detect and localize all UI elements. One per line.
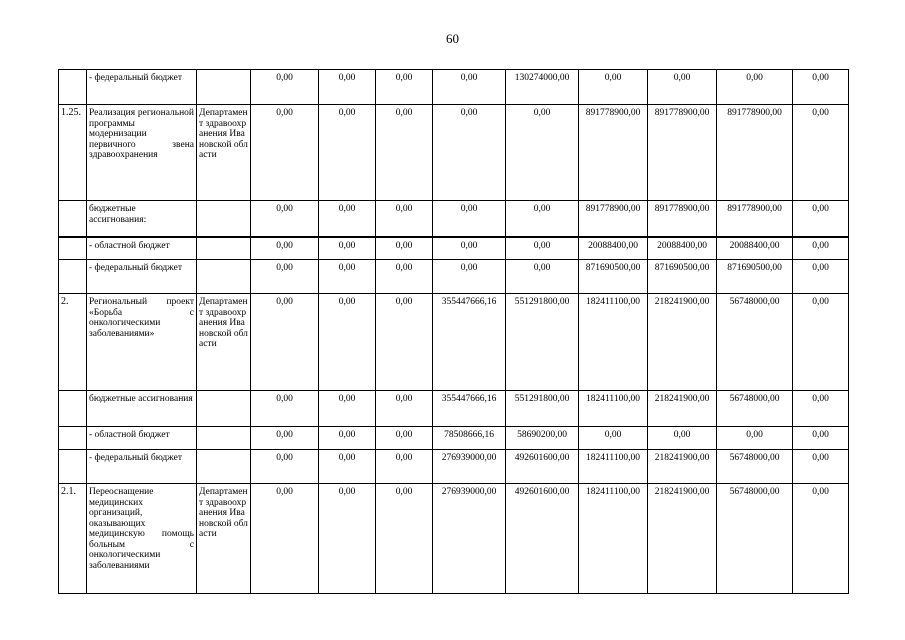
row-responsible xyxy=(197,201,251,237)
row-value: 0,00 xyxy=(793,450,849,484)
row-value: 0,00 xyxy=(319,201,376,237)
row-name: Реализация региональной программы модернизации первичного звена здравоохранения xyxy=(87,105,197,201)
row-value: 871690500,00 xyxy=(579,260,648,294)
row-value: 891778900,00 xyxy=(579,105,648,201)
row-value: 891778900,00 xyxy=(717,201,793,237)
row-value: 0,00 xyxy=(319,105,376,201)
row-value: 0,00 xyxy=(251,260,319,294)
row-value: 0,00 xyxy=(376,294,433,391)
row-value: 218241900,00 xyxy=(648,450,717,484)
row-responsible xyxy=(197,450,251,484)
row-value: 58690200,00 xyxy=(506,427,579,450)
row-responsible xyxy=(197,391,251,427)
row-value: 0,00 xyxy=(793,70,849,105)
row-index xyxy=(59,260,87,294)
row-value: 0,00 xyxy=(433,201,506,237)
row-value: 0,00 xyxy=(433,70,506,105)
row-value: 0,00 xyxy=(648,427,717,450)
table-row xyxy=(59,70,849,105)
row-name: - федеральный бюджет xyxy=(87,70,197,105)
row-value: 0,00 xyxy=(793,260,849,294)
row-value: 218241900,00 xyxy=(648,484,717,594)
row-value: 0,00 xyxy=(319,237,376,260)
row-index xyxy=(59,237,87,260)
row-value: 0,00 xyxy=(319,450,376,484)
row-value: 20088400,00 xyxy=(717,237,793,260)
row-responsible xyxy=(197,260,251,294)
row-value: 0,00 xyxy=(319,294,376,391)
row-value: 0,00 xyxy=(251,484,319,594)
row-value: 0,00 xyxy=(793,484,849,594)
row-index xyxy=(59,201,87,237)
row-value: 0,00 xyxy=(319,427,376,450)
row-value: 182411100,00 xyxy=(579,484,648,594)
row-value: 891778900,00 xyxy=(648,201,717,237)
row-value: 276939000,00 xyxy=(433,484,506,594)
row-value: 492601600,00 xyxy=(506,450,579,484)
table-row xyxy=(59,427,849,450)
row-value: 218241900,00 xyxy=(648,294,717,391)
table-row xyxy=(59,260,849,294)
row-value: 56748000,00 xyxy=(717,294,793,391)
row-value: 0,00 xyxy=(251,237,319,260)
table-row xyxy=(59,484,849,594)
row-value: 0,00 xyxy=(319,70,376,105)
row-responsible: Департамент здравоохранения Ивановской области xyxy=(197,484,251,594)
row-value: 551291800,00 xyxy=(506,294,579,391)
row-value: 0,00 xyxy=(793,427,849,450)
row-value: 0,00 xyxy=(376,70,433,105)
row-value: 0,00 xyxy=(433,260,506,294)
row-name: Переоснащение медицинских организаций, оказывающих медицинскую помощь больным с онкологическими заболеваниями xyxy=(87,484,197,594)
row-value: 0,00 xyxy=(251,70,319,105)
row-value: 355447666,16 xyxy=(433,294,506,391)
row-value: 0,00 xyxy=(793,237,849,260)
row-index xyxy=(59,391,87,427)
row-value: 891778900,00 xyxy=(579,201,648,237)
row-value: 0,00 xyxy=(376,450,433,484)
row-value: 0,00 xyxy=(251,201,319,237)
table-row xyxy=(59,450,849,484)
row-value: 891778900,00 xyxy=(648,105,717,201)
row-value: 0,00 xyxy=(251,294,319,391)
row-value: 0,00 xyxy=(793,105,849,201)
row-name: - федеральный бюджет xyxy=(87,260,197,294)
table-row xyxy=(59,391,849,427)
row-value: 0,00 xyxy=(251,427,319,450)
row-value: 182411100,00 xyxy=(579,391,648,427)
row-value: 0,00 xyxy=(319,391,376,427)
table-row xyxy=(59,294,849,391)
budget-table-body xyxy=(59,70,849,594)
row-value: 182411100,00 xyxy=(579,450,648,484)
row-value: 0,00 xyxy=(376,237,433,260)
row-responsible xyxy=(197,70,251,105)
row-value: 56748000,00 xyxy=(717,391,793,427)
row-index xyxy=(59,450,87,484)
row-value: 0,00 xyxy=(319,260,376,294)
row-responsible: Департамент здравоохранения Ивановской области xyxy=(197,105,251,201)
row-name: - областной бюджет xyxy=(87,427,197,450)
row-value: 0,00 xyxy=(376,427,433,450)
row-value: 20088400,00 xyxy=(648,237,717,260)
row-value: 0,00 xyxy=(251,450,319,484)
row-value: 891778900,00 xyxy=(717,105,793,201)
row-value: 0,00 xyxy=(376,260,433,294)
row-value: 56748000,00 xyxy=(717,450,793,484)
row-value: 0,00 xyxy=(433,237,506,260)
row-index xyxy=(59,70,87,105)
row-index: 2.1. xyxy=(59,484,87,594)
row-index: 2. xyxy=(59,294,87,391)
table-row xyxy=(59,237,849,260)
row-name: Региональный проект «Борьба с онкологическими заболеваниями» xyxy=(87,294,197,391)
row-value: 0,00 xyxy=(251,391,319,427)
row-value: 56748000,00 xyxy=(717,484,793,594)
row-responsible xyxy=(197,427,251,450)
row-value: 871690500,00 xyxy=(648,260,717,294)
row-responsible: Департамент здравоохранения Ивановской области xyxy=(197,294,251,391)
row-value: 0,00 xyxy=(506,105,579,201)
page-number: 60 xyxy=(446,31,459,46)
row-value: 0,00 xyxy=(506,260,579,294)
row-name: - областной бюджет xyxy=(87,237,197,260)
row-value: 492601600,00 xyxy=(506,484,579,594)
row-value: 0,00 xyxy=(793,391,849,427)
row-value: 0,00 xyxy=(717,427,793,450)
row-value: 0,00 xyxy=(717,70,793,105)
row-value: 0,00 xyxy=(579,70,648,105)
row-value: 0,00 xyxy=(506,201,579,237)
row-value: 276939000,00 xyxy=(433,450,506,484)
row-value: 551291800,00 xyxy=(506,391,579,427)
row-value: 0,00 xyxy=(376,201,433,237)
row-name: - федеральный бюджет xyxy=(87,450,197,484)
row-value: 0,00 xyxy=(793,294,849,391)
row-value: 0,00 xyxy=(506,237,579,260)
row-name: бюджетные ассигнования xyxy=(87,391,197,427)
row-value: 0,00 xyxy=(793,201,849,237)
row-value: 130274000,00 xyxy=(506,70,579,105)
row-index xyxy=(59,427,87,450)
row-value: 20088400,00 xyxy=(579,237,648,260)
row-value: 0,00 xyxy=(376,105,433,201)
row-name: бюджетные ассигнования: xyxy=(87,201,197,237)
row-responsible xyxy=(197,237,251,260)
row-value: 0,00 xyxy=(376,484,433,594)
row-value: 218241900,00 xyxy=(648,391,717,427)
row-value: 871690500,00 xyxy=(717,260,793,294)
row-value: 0,00 xyxy=(319,484,376,594)
table-row xyxy=(59,105,849,201)
row-value: 0,00 xyxy=(376,391,433,427)
row-value: 355447666,16 xyxy=(433,391,506,427)
row-value: 182411100,00 xyxy=(579,294,648,391)
row-index: 1.25. xyxy=(59,105,87,201)
budget-table xyxy=(58,69,849,594)
row-value: 0,00 xyxy=(251,105,319,201)
row-value: 0,00 xyxy=(433,105,506,201)
row-value: 0,00 xyxy=(579,427,648,450)
table-row xyxy=(59,201,849,237)
row-value: 0,00 xyxy=(648,70,717,105)
row-value: 78508666,16 xyxy=(433,427,506,450)
